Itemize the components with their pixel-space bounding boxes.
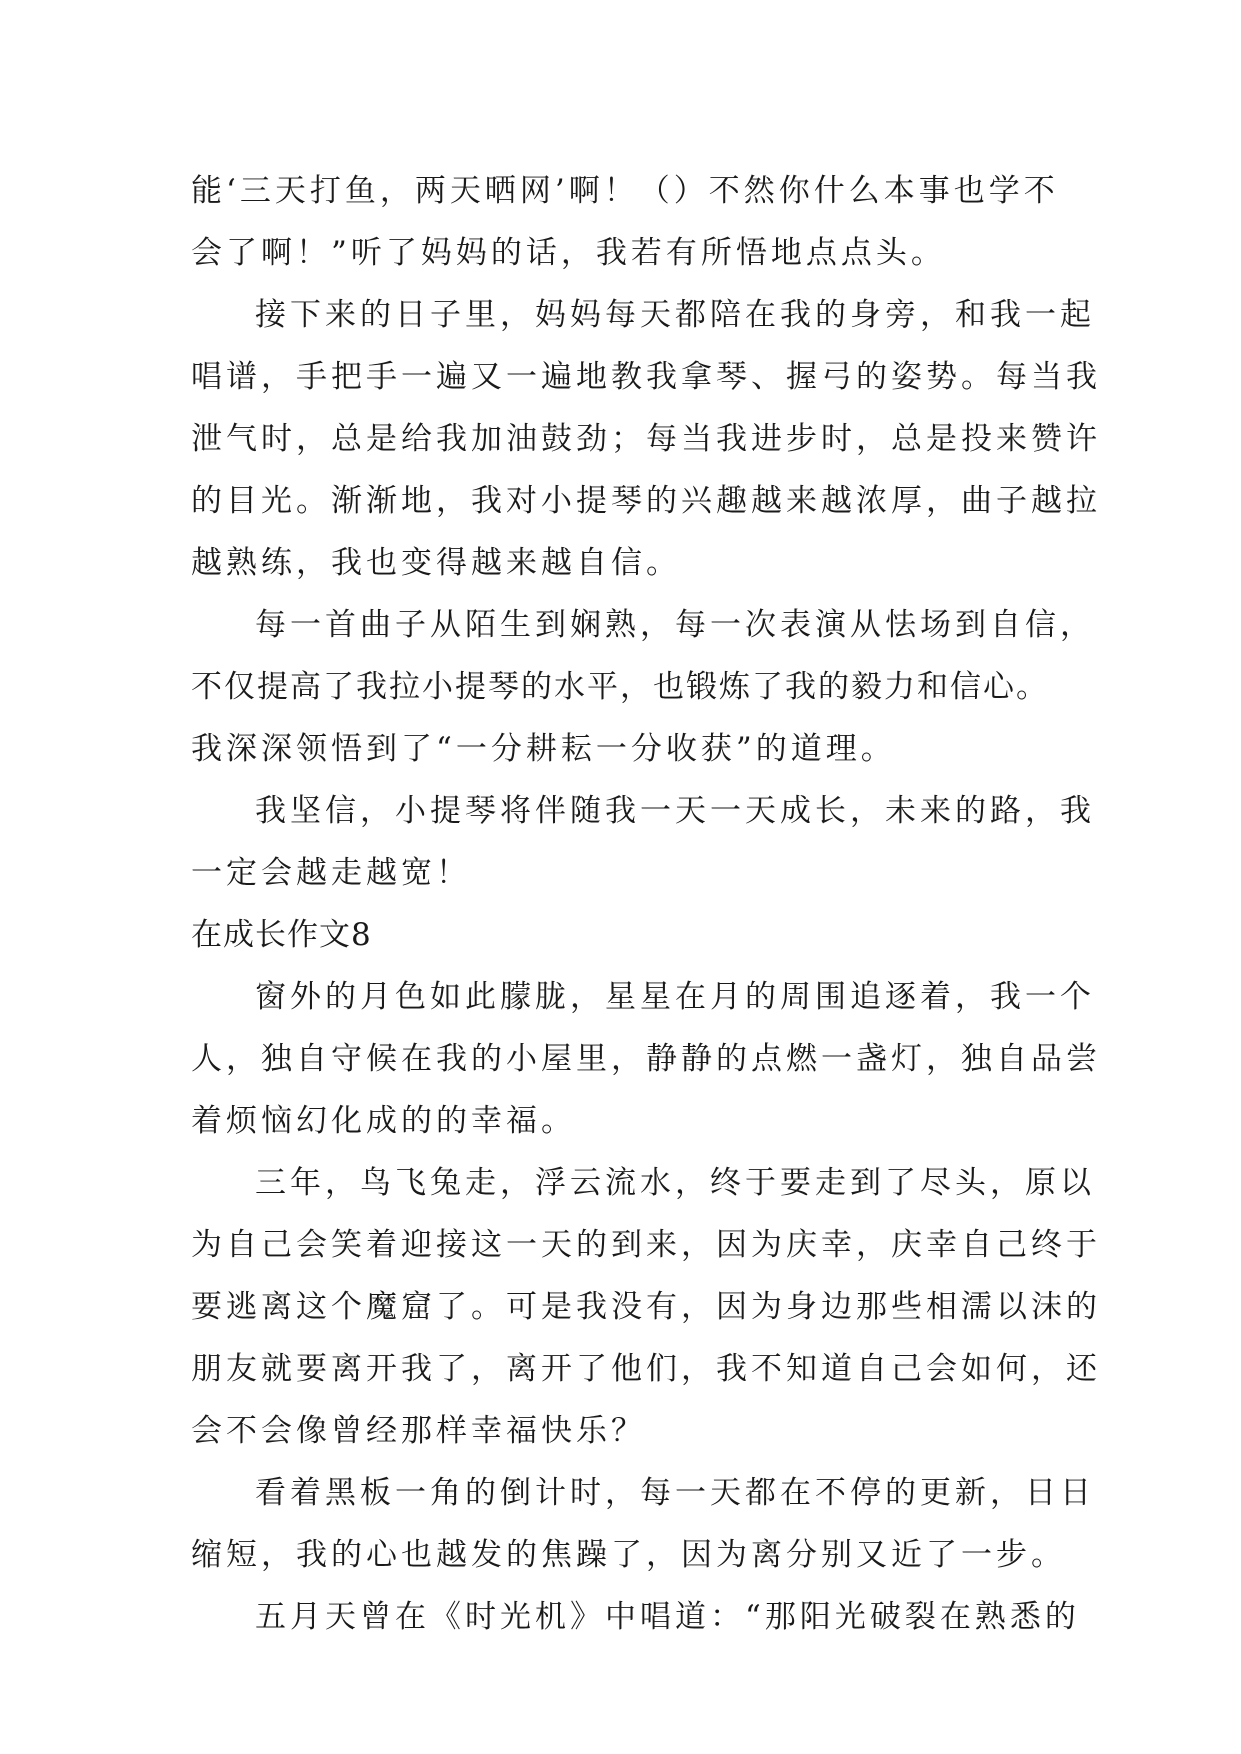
paragraph-start-line: 五月天曾在《时光机》中唱道：“那阳光破裂在熟悉的 [255,1599,1080,1635]
text-line: 泄气时，总是给我加油鼓劲；每当我进步时，总是投来赞许 [191,421,1101,457]
paragraph-start-line: 我坚信，小提琴将伴随我一天一天成长，未来的路，我 [255,793,1095,829]
paragraph-start-line: 每一首曲子从陌生到娴熟，每一次表演从怯场到自信， [255,607,1095,643]
paragraph-start-line: 看着黑板一角的倒计时，每一天都在不停的更新，日日 [255,1475,1095,1511]
document-body [191,160,1101,1648]
text-line: 一定会越走越宽！ [191,855,471,891]
text-line: 唱谱，手把手一遍又一遍地教我拿琴、握弓的姿势。每当我 [191,359,1101,395]
text-line: 为自己会笑着迎接这一天的到来，因为庆幸，庆幸自己终于 [191,1227,1101,1263]
text-line: 不仅提高了我拉小提琴的水平，也锻炼了我的毅力和信心。 [191,669,1049,705]
text-line: 的目光。渐渐地，我对小提琴的兴趣越来越浓厚，曲子越拉 [191,483,1101,519]
text-line: 能‘三天打鱼，两天晒网’啊！（）不然你什么本事也学不 [191,173,1059,209]
text-line: 着烦恼幻化成的的幸福。 [191,1103,576,1139]
text-line: 越熟练，我也变得越来越自信。 [191,545,681,581]
text-line: 人，独自守候在我的小屋里，静静的点燃一盏灯，独自品尝 [191,1041,1101,1077]
paragraph-start-line: 窗外的月色如此朦胧，星星在月的周围追逐着，我一个 [255,979,1095,1015]
paragraph-start-line: 三年，鸟飞兔走，浮云流水，终于要走到了尽头，原以 [255,1165,1095,1201]
text-line: 要逃离这个魔窟了。可是我没有，因为身边那些相濡以沫的 [191,1289,1101,1325]
text-line: 会不会像曾经那样幸福快乐？ [191,1413,646,1449]
text-line: 我深深领悟到了“一分耕耘一分收获”的道理。 [191,731,896,767]
paragraph-start-line: 接下来的日子里，妈妈每天都陪在我的身旁，和我一起 [255,297,1095,333]
text-line: 缩短，我的心也越发的焦躁了，因为离分别又近了一步。 [191,1537,1066,1573]
text-line: 朋友就要离开我了，离开了他们，我不知道自己会如何，还 [191,1351,1101,1387]
section-heading: 在成长作文8 [191,917,372,953]
text-line: 会了啊！”听了妈妈的话，我若有所悟地点点头。 [191,235,946,271]
